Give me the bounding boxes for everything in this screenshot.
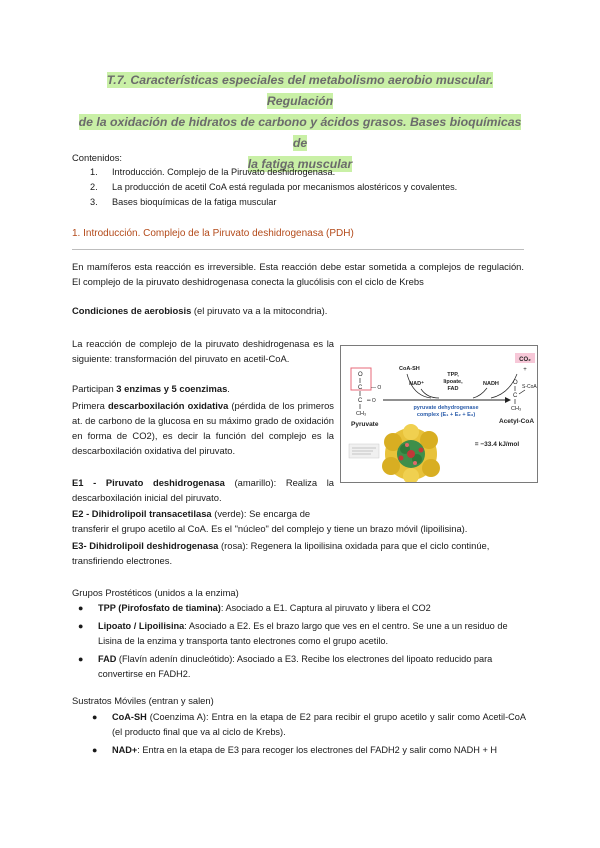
enzyme-label: pyruvate dehydrogenase: [413, 405, 479, 411]
list-item: ● Lipoato / Lipoilisina: Asociado a E2. Es el brazo largo que ves en el centro. Se une a un residuo de Lisina de la enzima y transporta tanto electrones como el grupo acetilo.: [78, 621, 508, 646]
acetyl-bond: [519, 390, 525, 394]
e1-lobe: [420, 431, 438, 449]
scoa-label: S-CoA: [522, 384, 537, 390]
contents-list: [90, 165, 457, 210]
e2-paragraph-a: E2 - Dihidrolipoil transacetilasa (verde): Se encarga de: [72, 508, 311, 519]
nad-label: NAD⁺: [409, 381, 424, 387]
bullet-icon: ●: [78, 621, 84, 631]
e1-lobe: [403, 424, 419, 440]
list-item: ● CoA-SH (Coenzima A): Entra en la etapa de E2 para recibir el grupo acetilo y salir como Acetil-CoA (el producto final que va al ciclo de Krebs).: [92, 712, 526, 737]
e2-paragraph-b: transferir el grupo acetilo al CoA. Es el "núcleo" del complejo y tiene un brazo móvil (lipoilisina).: [72, 523, 468, 534]
e1-paragraph: E1 - Piruvato deshidrogenasa (amarillo): Realiza la descarboxilación inicial del piruvato.: [72, 477, 335, 503]
title-line-3: la fatiga muscular: [247, 157, 353, 171]
e3-center: [407, 450, 415, 458]
contents-item: 3. Bases bioquímicas de la fatiga muscular: [90, 197, 277, 207]
section-heading: 1. Introducción. Complejo de la Piruvato deshidrogenasa (PDH): [72, 228, 354, 239]
contents-label: Contenidos:: [72, 152, 123, 163]
nadh-arrow: [473, 388, 487, 398]
pyruvate-atom-o: O: [358, 372, 363, 378]
pdh-reaction-figure: [340, 345, 538, 483]
tpp-label: TPP,: [447, 372, 459, 378]
acetylcoa-label: Acetyl-CoA: [499, 418, 535, 425]
pdh-reaction-svg: [341, 346, 537, 482]
pdh-complex-structure: [382, 424, 440, 482]
list-item: ● FAD (Flavín adenín dinucleótido): Asociado a E3. Recibe los electrones del lipoato reducido para convertirse en FADH2.: [78, 654, 493, 679]
acetyl-atom-o: O: [513, 380, 518, 386]
e3-paragraph: E3- Dihidrolipoil deshidrogenasa (rosa): Regenera la lipoilisina oxidada para que el ciclo continúe, transfiriendo electrones.: [72, 540, 490, 566]
pyruvate-methyl: CH₃: [356, 411, 367, 417]
reaction-paragraph: La reacción de complejo de la piruvato deshidrogenasa es la siguiente: transformación del piruvato en acetil-CoA.: [72, 338, 334, 364]
sustratos-heading: Sustratos Móviles (entran y salen): [72, 695, 214, 706]
section-divider: [72, 249, 524, 250]
bullet-icon: ●: [92, 745, 98, 755]
acetyl-methyl: CH₃: [511, 406, 522, 412]
aerobiosis-line: Condiciones de aerobiosis (el piruvato va a la mitocondria).: [72, 305, 328, 316]
e1-lobe: [382, 457, 400, 475]
title-line-1: T.7. Características especiales del metabolismo aerobio muscular. Regulación: [106, 73, 494, 108]
pyruvate-atom-o2: — O: [371, 385, 382, 391]
coash-label: CoA-SH: [399, 366, 420, 372]
e3-detail: [419, 448, 424, 453]
page-title: [72, 70, 528, 175]
lipoate-label: lipoate,: [443, 379, 463, 385]
contents-item: 2. La producción de acetil CoA está regulada por mecanismos alostéricos y covalentes.: [90, 182, 458, 192]
acetyl-atom-c: C: [513, 393, 518, 399]
prosteticos-list: [72, 601, 532, 682]
co2-label: CO₂: [519, 357, 531, 363]
participan-line: Participan 3 enzimas y 5 coenzimas.: [72, 383, 230, 394]
intro-paragraph: En mamíferos esta reacción es irreversible. Esta reacción debe estar sometida a complejos de regulación. El complejo de la piruvato deshidrogenasa conecta la glucólisis con el ciclo de Krebs: [72, 261, 524, 287]
title-line-2: de la oxidación de hidratos de carbono y ácidos grasos. Bases bioquímicas de: [78, 115, 522, 150]
contents-item: 1. Introducción. Complejo de la Piruvato deshidrogenasa.: [90, 167, 336, 177]
plus-sign: +: [523, 367, 527, 373]
pyruvate-atom-c: C: [358, 385, 363, 391]
complex-label: complex (E₁ + E₂ + E₃): [416, 412, 476, 418]
primera-paragraph: Primera descarboxilación oxidativa (pérdida de los primeros at. de carbono de la glucosa en su máximo grado de oxidación en forma de CO2), es decir la función del complejo es la descarboxilación oxidativa del piruvato.: [72, 400, 334, 456]
fad-label: FAD: [447, 386, 459, 392]
e3-detail: [413, 461, 417, 465]
nadh-label: NADH: [483, 381, 499, 387]
e3-detail: [405, 443, 409, 447]
bullet-icon: ●: [78, 603, 84, 613]
e3-detail: [399, 456, 404, 461]
sustratos-list: [86, 710, 526, 758]
bullet-icon: ●: [92, 712, 98, 722]
prosteticos-heading: Grupos Prostéticos (unidos a la enzima): [72, 587, 239, 598]
bullet-icon: ●: [78, 654, 84, 664]
list-item: ● NAD+: Entra en la etapa de E3 para recoger los electrones del FADH2 y salir como NADH + H: [86, 743, 526, 758]
list-item: ● TPP (Pirofosfato de tiamina): Asociado a E1. Captura al piruvato y libera el CO2: [72, 601, 532, 616]
reaction-arrowhead: [505, 397, 511, 403]
e1-lobe: [422, 459, 440, 477]
pyruvate-label: Pyruvate: [351, 421, 379, 428]
energy-label: = −33.4 kJ/mol: [474, 441, 520, 448]
nad-arrow: [421, 389, 439, 398]
pyruvate-atom-c2: C: [358, 398, 363, 404]
pyruvate-atom-o3: ═ O: [367, 398, 376, 404]
